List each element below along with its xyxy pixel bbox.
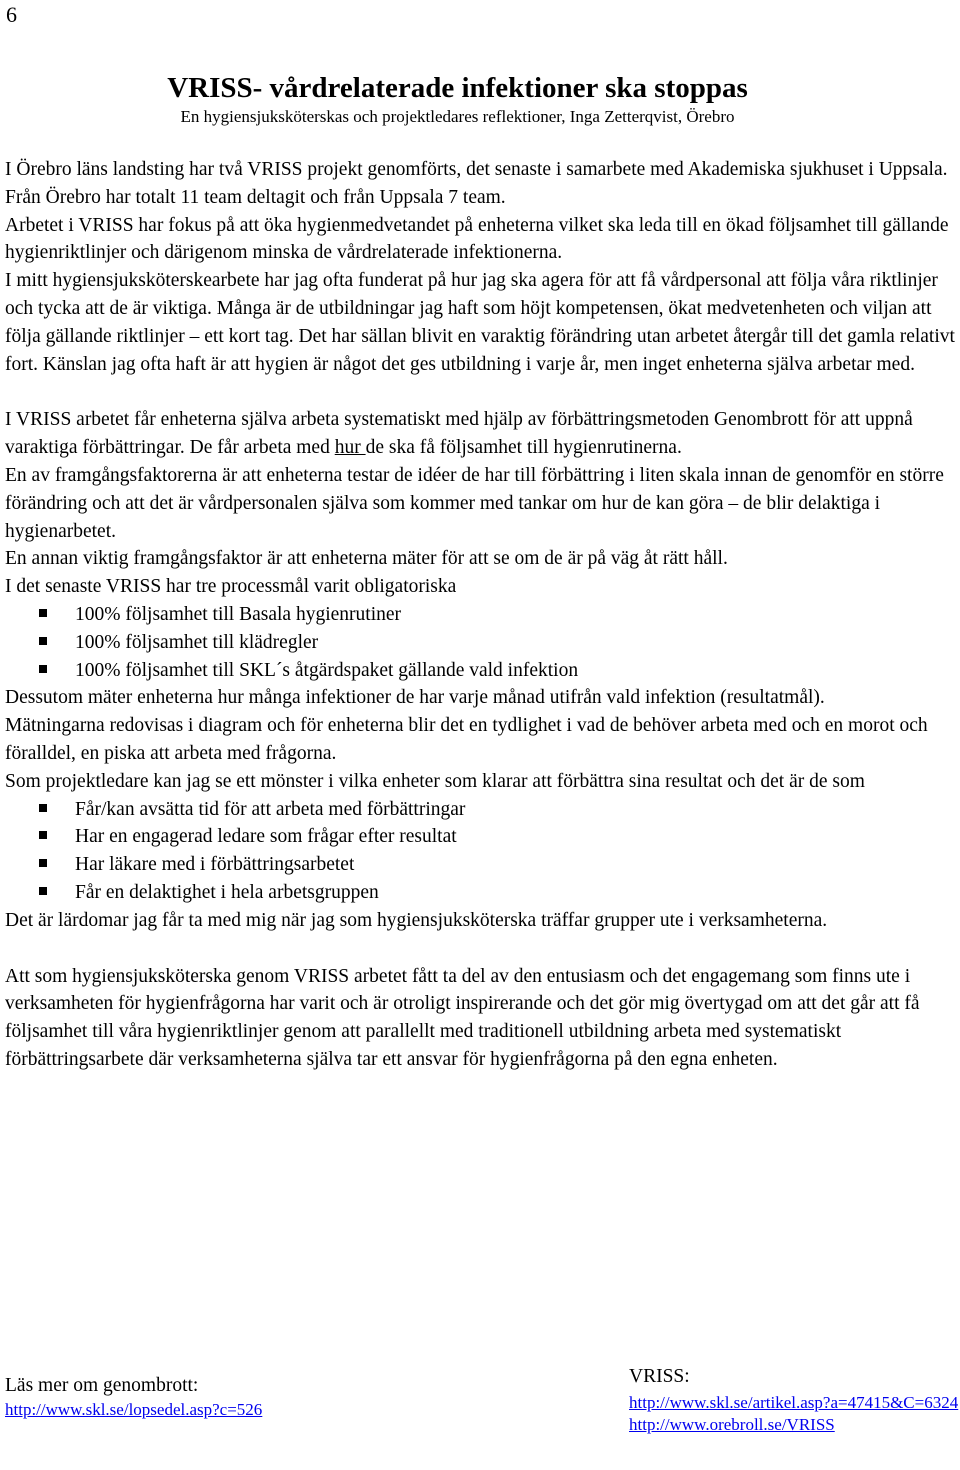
paragraph-success-factor-2: En annan viktig framgångsfaktor är att enheterna mäter för att se om de är på väg åt rätt håll. <box>5 548 728 570</box>
method-text-b: de ska få följsamhet till hygienrutinerna. <box>365 437 682 459</box>
document-title: VRISS- vårdrelaterade infektioner ska stoppas <box>167 72 748 104</box>
list-item: Har en engagerad ledare som frågar efter resultat <box>5 823 955 851</box>
footer-vriss <box>629 1366 959 1436</box>
paragraph-focus: Arbetet i VRISS har fokus på att öka hygienmedvetandet på enheterna vilket ska leda till en ökad följsamhet till gällande hygienriktlinjer och därigenom minska de vårdrelaterade infektionerna. <box>5 214 949 264</box>
paragraph-reflection: I mitt hygiensjuksköterskearbete har jag ofta funderat på hur jag ska agera för att få vårdpersonal att följa våra riktlinjer och tycka att de är viktiga. Många är de utbildningar jag haft som höjt kompetensen, ökat medvetenheten och viljan att följa gällande riktlinjer – ett kort tag. Det har sällan blivit en varaktig förändring utan arbetet återgår till det gamla relativt fort. Känslan jag ofta haft är att hygien är något det ges utbildning i varje år, men inget enheterna själva arbetar med. <box>5 270 955 375</box>
paragraph-method <box>5 406 955 462</box>
vriss-link-skl[interactable]: http://www.skl.se/artikel.asp?a=47415&C=6324 <box>629 1393 959 1412</box>
article-body <box>5 156 955 1074</box>
page-number: 6 <box>6 2 17 27</box>
paragraph-lessons: Det är lärdomar jag får ta med mig när jag som hygiensjuksköterska träffar grupper ute i verksamheterna. <box>5 909 828 931</box>
paragraph-intro: I Örebro läns landsting har två VRISS projekt genomförts, det senaste i samarbete med Akademiska sjukhuset i Uppsala. <box>5 159 948 180</box>
list-item: 100% följsamhet till Basala hygienrutiner <box>5 601 955 629</box>
paragraph-process-goals-intro: I det senaste VRISS har tre processmål varit obligatoriska <box>5 576 457 598</box>
vriss-label: VRISS: <box>629 1366 690 1387</box>
paragraph-result-goals: Dessutom mäter enheterna hur många infektioner de har varje månad utifrån vald infektion (resultatmål). <box>5 687 825 709</box>
list-item: 100% följsamhet till SKL´s åtgärdspaket gällande vald infektion <box>5 657 955 685</box>
read-more-link[interactable]: http://www.skl.se/lopsedel.asp?c=526 <box>5 1400 263 1419</box>
success-factors-list <box>5 796 955 907</box>
method-text-a: I VRISS arbetet får enheterna själva arbeta systematiskt med hjälp av förbättringsmetoden Genombrott för att uppnå varaktiga förbättringar. De får arbeta med <box>5 409 913 459</box>
paragraph-success-factor-1: En av framgångsfaktorerna är att enheterna testar de idéer de har till förbättring i liten skala innan de genomför en större förändring och att det är vårdpersonalen själva som kommer med tankar om hur de kan göra – de blir delaktiga i hygienarbetet. <box>5 464 944 542</box>
paragraph-pattern: Som projektledare kan jag se ett mönster i vilka enheter som klarar att förbättra sina resultat och det är de som <box>5 770 865 792</box>
list-item: Får/kan avsätta tid för att arbeta med förbättringar <box>5 796 955 824</box>
process-goals-list <box>5 601 955 684</box>
vriss-link-orebroll[interactable]: http://www.orebroll.se/VRISS <box>629 1415 835 1434</box>
list-item: Har läkare med i förbättringsarbetet <box>5 851 955 879</box>
paragraph-teams: Från Örebro har totalt 11 team deltagit och från Uppsala 7 team. <box>5 186 506 208</box>
read-more-label: Läs mer om genombrott: <box>5 1375 199 1396</box>
paragraph-measurements: Mätningarna redovisas i diagram och för enheterna blir det en tydlighet i vad de behöver arbeta med och en morot och föralldel, en piska att arbeta med frågorna. <box>5 715 928 764</box>
method-underlined-word: hur <box>334 437 366 459</box>
document-subtitle: En hygiensjuksköterskas och projektledares reflektioner, Inga Zetterqvist, Örebro <box>180 107 735 126</box>
footer-read-more <box>5 1372 262 1421</box>
list-item: Får en delaktighet i hela arbetsgruppen <box>5 879 955 907</box>
paragraph-conclusion: Att som hygiensjuksköterska genom VRISS arbetet fått ta del av den entusiasm och det engagemang som finns ute i verksamheten för hygienfrågorna har varit och är otroligt inspirerande och det gör mig övertygad om att det går att få följsamhet till våra hygienriktlinjer genom att parallellt med traditionell utbildning arbeta med systematiskt förbättringsarbete där verksamheterna själva tar ett ansvar för hygienfrågorna på den egna enheten. <box>5 965 920 1070</box>
list-item: 100% följsamhet till klädregler <box>5 629 955 657</box>
